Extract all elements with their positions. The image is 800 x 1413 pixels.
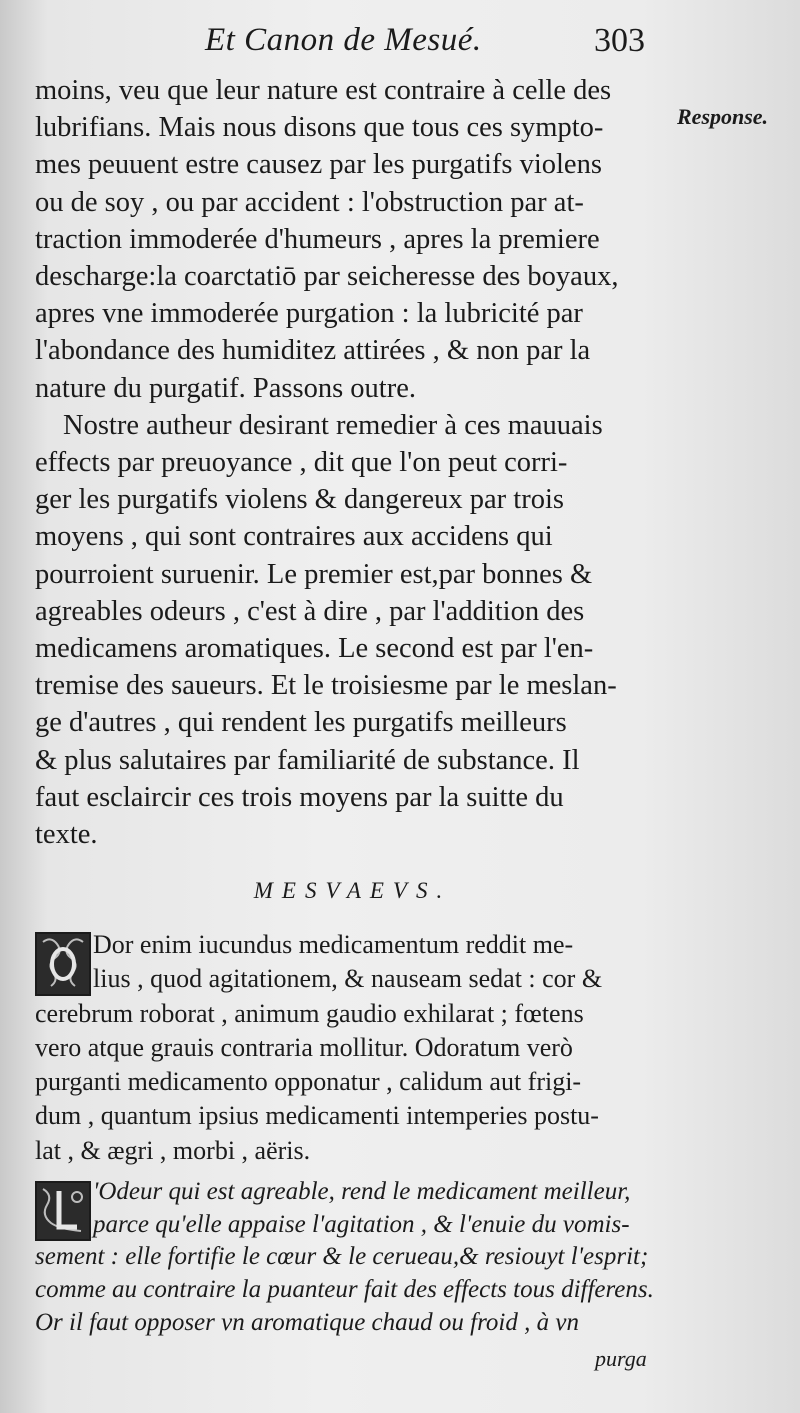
running-title: Et Canon de Mesué. bbox=[205, 22, 482, 58]
text-line-content: apres vne immoderée purgation : la lubricité par bbox=[35, 298, 583, 330]
text-line-content: agreables odeurs , c'est à dire , par l'addition des bbox=[35, 595, 585, 627]
text-line bbox=[35, 704, 670, 741]
text-line bbox=[35, 481, 670, 518]
text-line-content: l'abondance des humiditez attirées , & non par la bbox=[35, 335, 591, 367]
catchword: purga bbox=[595, 1346, 647, 1371]
text-line bbox=[35, 1065, 670, 1099]
text-line bbox=[35, 630, 670, 667]
text-line bbox=[35, 928, 670, 962]
text-line bbox=[35, 742, 670, 779]
commentary-paragraphs bbox=[35, 72, 670, 853]
text-line-content: comme au contraire la puanteur fait des effects tous differens. bbox=[35, 1276, 654, 1304]
text-line-content: mes peuuent estre causez par les purgatifs violens bbox=[35, 149, 602, 181]
text-line bbox=[35, 1241, 670, 1274]
text-line-content: purganti medicamento opponatur , calidum aut frigi- bbox=[35, 1067, 582, 1097]
text-line-content: moins, veu que leur nature est contraire à celle des bbox=[35, 75, 612, 106]
ornamental-initial-l-icon bbox=[35, 1181, 91, 1241]
text-line-content: moyens , qui sont contraires aux accidens qui bbox=[35, 521, 553, 553]
text-line bbox=[35, 146, 670, 183]
text-line bbox=[35, 370, 670, 407]
text-line bbox=[35, 1274, 670, 1307]
text-line-content: lat , & ægri , morbi , aëris. bbox=[35, 1135, 311, 1165]
text-line-content: traction immoderée d'humeurs , apres la premiere bbox=[35, 223, 600, 255]
text-line-content: vero atque grauis contraria mollitur. Odoratum verò bbox=[35, 1032, 573, 1062]
text-line-content: cerebrum roborat , animum gaudio exhilarat ; fœtens bbox=[35, 998, 584, 1028]
ornamental-initial-o-icon bbox=[35, 932, 91, 996]
text-line bbox=[35, 221, 670, 258]
text-line bbox=[35, 556, 670, 593]
text-line-content: lius , quod agitationem, & nauseam sedat : cor & bbox=[93, 964, 603, 994]
text-line bbox=[35, 997, 670, 1031]
text-line-content: lubrifians. Mais nous disons que tous ces sympto- bbox=[35, 112, 604, 144]
text-line bbox=[35, 1099, 670, 1133]
text-line bbox=[35, 444, 670, 481]
text-line-content: ou de soy , ou par accident : l'obstruction par at- bbox=[35, 186, 584, 218]
text-line-content: & plus salutaires par familiarité de substance. Il bbox=[35, 744, 580, 776]
text-line bbox=[35, 332, 670, 369]
text-line bbox=[35, 1307, 670, 1340]
text-line-content: faut esclaircir ces trois moyens par la suitte du bbox=[35, 781, 564, 813]
text-line bbox=[35, 258, 670, 295]
text-line-content: sement : elle fortifie le cœur & le cerueau,& resiouyt l'esprit; bbox=[35, 1243, 649, 1271]
text-line-content: Or il faut opposer vn aromatique chaud ou froid , à vn bbox=[35, 1308, 579, 1336]
text-line-content: medicamens aromatiques. Le second est par l'en- bbox=[35, 633, 594, 665]
text-line-content: descharge:la coarctatiō par seicheresse des boyaux, bbox=[35, 261, 619, 293]
text-line bbox=[35, 72, 670, 109]
text-line-content: texte. bbox=[35, 819, 98, 851]
text-line bbox=[35, 518, 670, 555]
text-line-content: nature du purgatif. Passons outre. bbox=[35, 372, 416, 404]
text-line bbox=[35, 667, 670, 704]
section-heading: MESVAEVS. bbox=[253, 878, 452, 903]
text-line-content: ger les purgatifs violens & dangereux par trois bbox=[35, 484, 564, 516]
text-line bbox=[35, 816, 670, 853]
text-line bbox=[35, 295, 670, 332]
text-line bbox=[35, 1176, 670, 1209]
page-number: 303 bbox=[594, 22, 645, 59]
text-line bbox=[35, 593, 670, 630]
text-line-content: Dor enim iucundus medicamentum reddit me- bbox=[93, 930, 574, 959]
text-line bbox=[35, 779, 670, 816]
text-line bbox=[35, 407, 670, 444]
text-line-content: pourroient suruenir. Le premier est,par bonnes & bbox=[35, 558, 593, 590]
text-line bbox=[35, 1031, 670, 1065]
text-line bbox=[35, 1209, 670, 1242]
text-line bbox=[35, 962, 670, 996]
text-line-content: effects par preuoyance , dit que l'on peut corri- bbox=[35, 447, 568, 479]
text-line-content: parce qu'elle appaise l'agitation , & l'enuie du vomis- bbox=[93, 1210, 630, 1238]
text-line-content: ge d'autres , qui rendent les purgatifs meilleurs bbox=[35, 707, 567, 739]
french-translation bbox=[35, 1176, 670, 1340]
text-line-content: Nostre autheur desirant remedier à ces mauuais bbox=[63, 409, 603, 441]
text-line bbox=[35, 109, 670, 146]
text-line-content: dum , quantum ipsius medicamenti intemperies postu- bbox=[35, 1101, 599, 1131]
text-line bbox=[35, 1134, 670, 1168]
margin-note-response: Response. bbox=[677, 104, 769, 129]
text-line-content: tremise des saueurs. Et le troisiesme par le meslan- bbox=[35, 670, 617, 702]
latin-quotation bbox=[35, 928, 670, 1168]
page-header bbox=[0, 22, 800, 72]
text-line bbox=[35, 184, 670, 221]
text-line-content: 'Odeur qui est agreable, rend le medicament meilleur, bbox=[93, 1178, 631, 1205]
